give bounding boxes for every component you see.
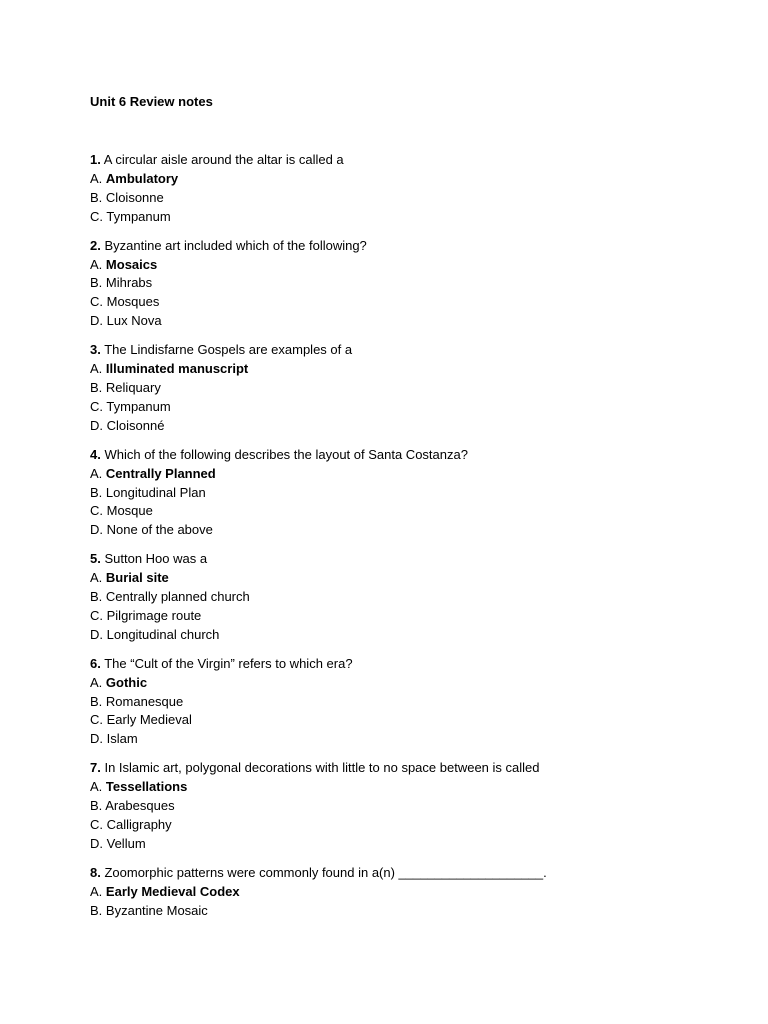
document-title: Unit 6 Review notes <box>90 94 213 109</box>
option-text: Romanesque <box>105 693 184 709</box>
answer-option <box>90 208 730 227</box>
question-text: Sutton Hoo was a <box>104 551 208 567</box>
question-5 <box>90 550 730 645</box>
option-text: Illuminated manuscript <box>105 361 249 377</box>
answer-option <box>90 484 730 503</box>
option-letter: C. <box>90 817 103 832</box>
option-text: Calligraphy <box>106 817 172 832</box>
option-letter: C. <box>90 208 103 224</box>
answer-option <box>90 835 730 854</box>
question-number: 6. <box>90 655 101 671</box>
option-text: Early Medieval <box>106 712 192 728</box>
answer-option <box>90 398 730 417</box>
question-number: 7. <box>90 760 101 776</box>
question-list <box>90 151 730 921</box>
option-text: Cloisonne <box>105 189 164 205</box>
question-text: A circular aisle around the altar is called a <box>103 152 344 167</box>
option-text: Islam <box>106 731 138 747</box>
question-6 <box>90 655 730 750</box>
option-text: Tympanum <box>106 398 171 414</box>
question-text: In Islamic art, polygonal decorations with little to no space between is called <box>104 760 540 776</box>
option-text: Mihrabs <box>105 275 153 291</box>
option-letter: A. <box>90 674 103 690</box>
question-text: Which of the following describes the layout of Santa Costanza? <box>104 446 468 462</box>
option-text: Mosques <box>106 294 160 310</box>
option-letter: B. <box>90 902 103 918</box>
answer-option <box>90 417 730 436</box>
option-text: Vellum <box>106 835 146 851</box>
question-prompt <box>90 151 730 170</box>
question-prompt <box>90 237 730 256</box>
question-prompt <box>90 655 730 674</box>
question-prompt <box>90 341 730 360</box>
option-text: Mosque <box>106 503 153 519</box>
question-number: 8. <box>90 864 101 880</box>
option-letter: A. <box>90 256 103 272</box>
option-text: Arabesques <box>105 798 175 814</box>
option-text: None of the above <box>106 522 213 538</box>
question-prompt <box>90 446 730 465</box>
answer-option-correct <box>90 170 730 189</box>
answer-option-correct <box>90 256 730 275</box>
option-letter: C. <box>90 398 103 414</box>
answer-option <box>90 379 730 398</box>
question-4 <box>90 446 730 541</box>
question-text: Zoomorphic patterns were commonly found in a(n) ____________________. <box>104 864 547 880</box>
answer-option <box>90 502 730 521</box>
answer-option <box>90 607 730 626</box>
option-letter: D. <box>90 731 103 747</box>
option-letter: D. <box>90 835 103 851</box>
option-text: Tessellations <box>105 779 188 795</box>
option-text: Mosaics <box>105 256 158 272</box>
option-text: Gothic <box>105 674 148 690</box>
question-text: Byzantine art included which of the following? <box>104 237 367 253</box>
option-letter: A. <box>90 779 103 795</box>
question-number: 4. <box>90 446 101 462</box>
answer-option <box>90 274 730 293</box>
option-text: Cloisonné <box>106 417 165 433</box>
option-text: Ambulatory <box>105 170 179 186</box>
option-letter: A. <box>90 570 103 586</box>
answer-option <box>90 312 730 331</box>
answer-option <box>90 730 730 749</box>
question-1 <box>90 151 730 227</box>
option-letter: A. <box>90 465 103 481</box>
option-text: Lux Nova <box>106 313 162 329</box>
option-letter: D. <box>90 417 103 433</box>
answer-option <box>90 693 730 712</box>
answer-option <box>90 816 730 835</box>
question-text: The “Cult of the Virgin” refers to which era? <box>104 655 353 671</box>
answer-option <box>90 626 730 645</box>
answer-option <box>90 521 730 540</box>
option-text: Longitudinal church <box>106 626 220 642</box>
option-letter: D. <box>90 313 103 329</box>
question-7 <box>90 759 730 854</box>
question-text: The Lindisfarne Gospels are examples of a <box>104 342 353 358</box>
answer-option <box>90 293 730 312</box>
answer-option-correct <box>90 883 730 902</box>
option-text: Reliquary <box>105 379 161 395</box>
option-letter: B. <box>90 484 103 500</box>
question-2 <box>90 237 730 332</box>
option-letter: C. <box>90 712 103 728</box>
question-3 <box>90 341 730 436</box>
question-prompt <box>90 864 730 883</box>
option-letter: D. <box>90 626 103 642</box>
option-letter: D. <box>90 522 103 538</box>
option-letter: A. <box>90 170 103 186</box>
option-letter: B. <box>90 275 103 291</box>
option-text: Centrally Planned <box>105 465 216 481</box>
answer-option-correct <box>90 569 730 588</box>
option-text: Centrally planned church <box>105 589 250 605</box>
option-text: Longitudinal Plan <box>105 484 206 500</box>
question-number: 2. <box>90 237 101 253</box>
option-text: Early Medieval Codex <box>105 883 240 899</box>
answer-option-correct <box>90 778 730 797</box>
answer-option <box>90 711 730 730</box>
answer-option <box>90 902 730 921</box>
option-letter: B. <box>90 589 103 605</box>
option-text: Pilgrimage route <box>106 607 202 623</box>
option-letter: A. <box>90 883 103 899</box>
question-prompt <box>90 759 730 778</box>
option-text: Tympanum <box>106 208 171 224</box>
option-letter: C. <box>90 294 103 310</box>
question-number: 3. <box>90 342 101 358</box>
option-letter: B. <box>90 693 103 709</box>
document-page <box>90 93 730 931</box>
option-letter: C. <box>90 607 103 623</box>
option-text: Byzantine Mosaic <box>105 902 208 918</box>
question-number: 5. <box>90 551 101 567</box>
option-letter: C. <box>90 503 103 519</box>
answer-option-correct <box>90 360 730 379</box>
answer-option <box>90 189 730 208</box>
option-letter: B. <box>90 798 103 814</box>
option-letter: B. <box>90 379 103 395</box>
option-letter: B. <box>90 189 103 205</box>
question-number: 1. <box>90 152 101 167</box>
answer-option-correct <box>90 465 730 484</box>
answer-option <box>90 797 730 816</box>
option-letter: A. <box>90 361 103 377</box>
option-text: Burial site <box>105 570 169 586</box>
answer-option <box>90 588 730 607</box>
question-8 <box>90 864 730 921</box>
question-prompt <box>90 550 730 569</box>
answer-option-correct <box>90 674 730 693</box>
